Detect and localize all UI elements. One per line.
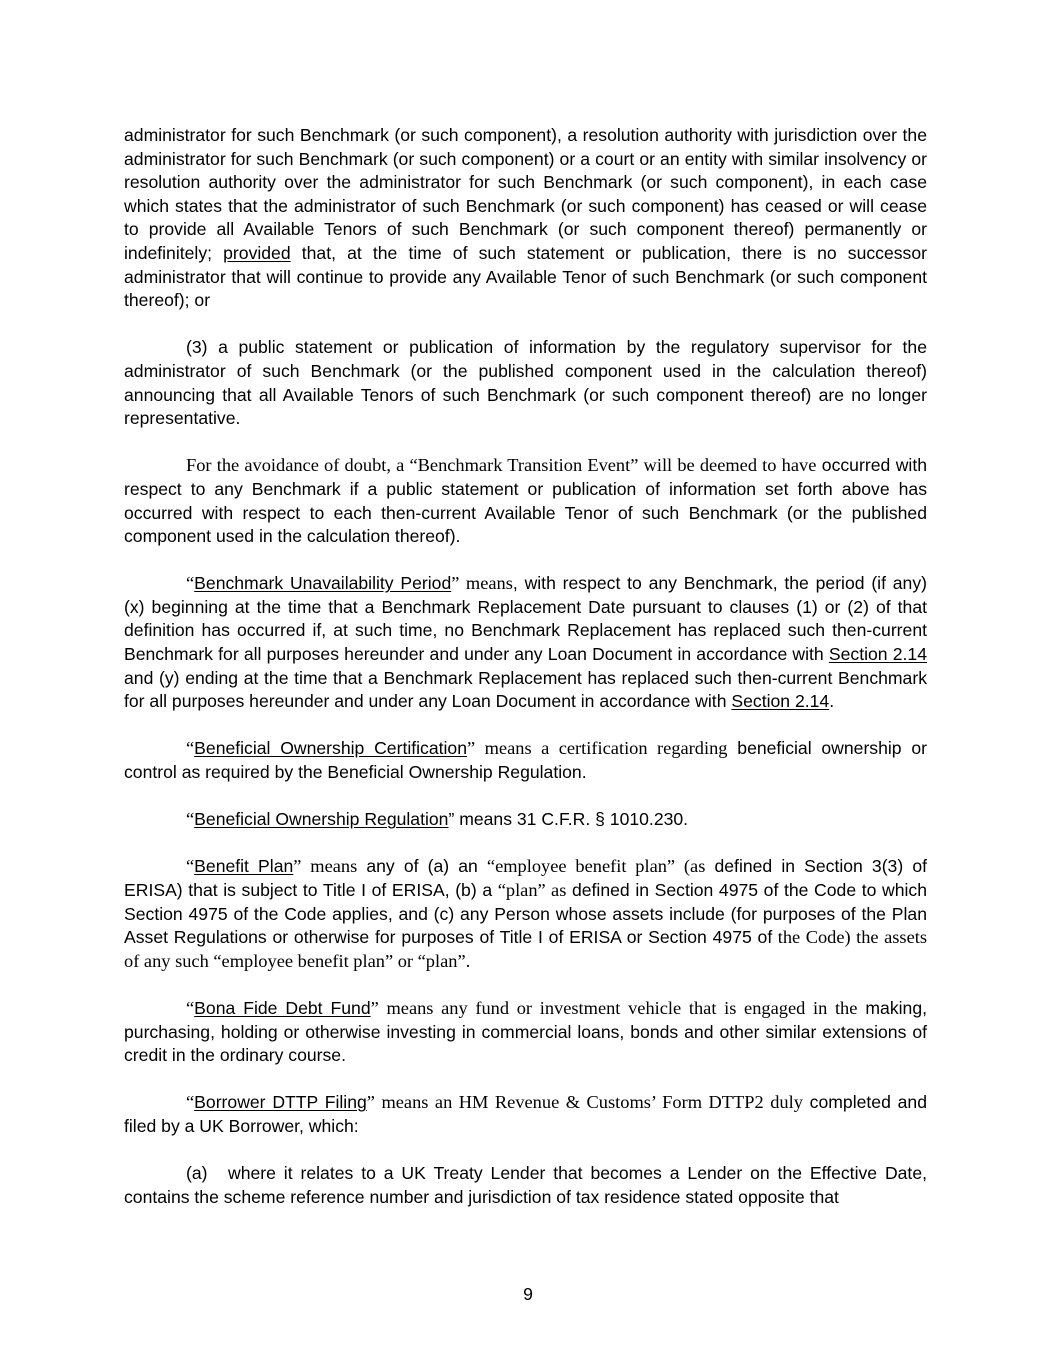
- page-number: 9: [523, 1284, 533, 1304]
- defined-term: Beneficial Ownership Certification: [194, 738, 467, 759]
- defined-term: Benefit Plan: [194, 856, 294, 877]
- definition-benchmark-unavailability-period: “Benchmark Unavailability Period” means, with respect to any Benchmark, the period (if any) (x) beginning at the time that a Benchmark Replacement Date pursuant to clauses (1) or (2) of that definition has occurred if, at such time, no Benchmark Replacement has replaced such then-current Benchmark for all purposes hereunder and under any Loan Document in accordance with Section 2.14 and (y) ending at the time that a Benchmark Replacement has replaced such then-current Benchmark for all purposes hereunder and under any Loan Document in accordance with Section 2.14.: [124, 573, 927, 712]
- definition-beneficial-ownership-certification: “Beneficial Ownership Certification” means a certification regarding beneficial ownership or control as required by the Beneficial Ownership Regulation.: [124, 738, 927, 783]
- paragraph-clause-3: (3) a public statement or publication of information by the regulatory supervisor for the administrator of such Benchmark (or the published component used in the calculation thereof) announcing that all Available Tenors of such Benchmark (or such component thereof) are no longer representative.: [124, 337, 927, 429]
- definition-benefit-plan: “Benefit Plan” means any of (a) an “employee benefit plan” (as defined in Section 3(3) of ERISA) that is subject to Title I of ERISA, (b) a “plan” as defined in Section 4975 of the Code to which Section 4975 of the Code applies, and (c) any Person whose assets include (for purposes of the Plan Asset Regulations or otherwise for purposes of Title I of ERISA or Section 4975 of the Code) the assets of any such “employee benefit plan” or “plan”.: [124, 856, 927, 971]
- section-reference: Section 2.14: [731, 691, 830, 712]
- defined-term: Borrower DTTP Filing: [194, 1092, 367, 1113]
- clause-a: (a) where it relates to a UK Treaty Lender that becomes a Lender on the Effective Date, contains the scheme reference number and jurisdiction of tax residence stated opposite that: [124, 1163, 927, 1207]
- definition-bona-fide-debt-fund: “Bona Fide Debt Fund” means any fund or investment vehicle that is engaged in the making, purchasing, holding or otherwise investing in commercial loans, bonds and other similar extensions of credit in the ordinary course.: [124, 997, 927, 1066]
- paragraph-avoidance-of-doubt: For the avoidance of doubt, a “Benchmark Transition Event” will be deemed to have occurred with respect to any Benchmark if a public statement or publication of information set forth above has occurred with respect to each then-current Available Tenor of such Benchmark (or the published component used in the calculation thereof).: [124, 455, 927, 547]
- definition-borrower-dttp-filing: “Borrower DTTP Filing” means an HM Revenue & Customs’ Form DTTP2 duly completed and filed by a UK Borrower, which:: [124, 1092, 927, 1136]
- clause-label: (a): [186, 1163, 208, 1184]
- paragraph-continuation: administrator for such Benchmark (or such component), a resolution authority with jurisdiction over the administrator for such Benchmark (or such component) or a court or an entity with similar insolvency or resolution authority over the administrator for such Benchmark (or such component), in each case which states that the administrator of such Benchmark (or such component) has ceased or will cease to provide all Available Tenors of such Benchmark (or such component thereof) permanently or indefinitely; provided that, at the time of such statement or publication, there is no successor administrator that will continue to provide any Available Tenor of such Benchmark (or such component thereof); or: [124, 125, 927, 311]
- definition-beneficial-ownership-regulation: “Beneficial Ownership Regulation” means 31 C.F.R. § 1010.230.: [186, 809, 689, 830]
- provided-term: provided: [223, 242, 291, 263]
- section-reference: Section 2.14: [828, 644, 927, 665]
- defined-term: Benchmark Unavailability Period: [194, 573, 452, 594]
- document-page: [124, 124, 927, 1233]
- defined-term: Bona Fide Debt Fund: [194, 997, 371, 1018]
- defined-term: Beneficial Ownership Regulation: [194, 809, 449, 830]
